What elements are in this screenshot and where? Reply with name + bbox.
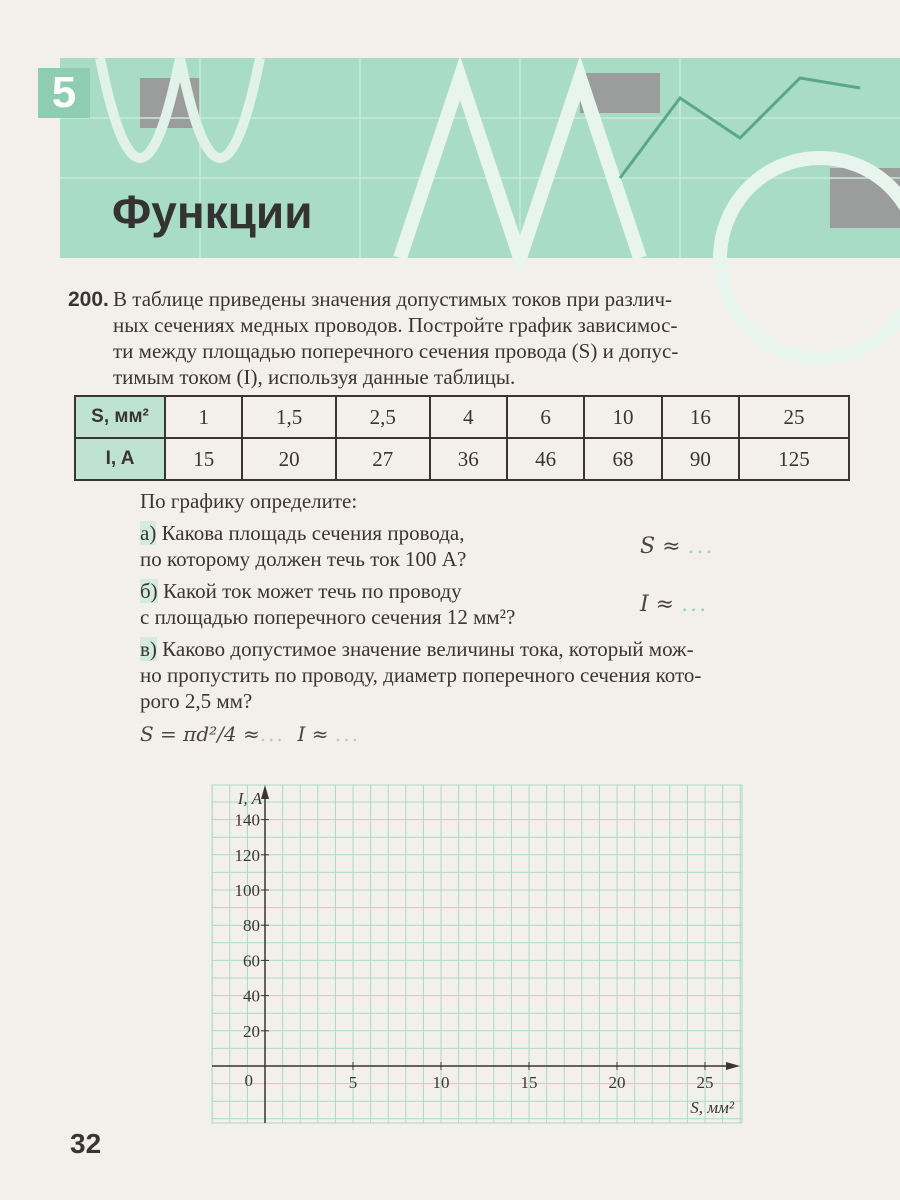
table-cell: 20 bbox=[242, 438, 336, 480]
table-cell: 27 bbox=[336, 438, 430, 480]
y-tick-label: 140 bbox=[234, 810, 260, 830]
row-header-i: I, A bbox=[75, 438, 165, 480]
x-tick-label: 20 bbox=[608, 1073, 626, 1092]
data-table bbox=[74, 395, 850, 481]
problem-number: 200. bbox=[68, 288, 109, 311]
table-cell: 1,5 bbox=[242, 396, 336, 438]
y-tick-label: 20 bbox=[243, 1021, 260, 1041]
questions-intro: По графику определите: bbox=[140, 489, 358, 513]
answer-b: I ≈ ... bbox=[640, 592, 709, 617]
question-c-line-3: рого 2,5 мм? bbox=[140, 689, 253, 713]
problem-line-4: тимым током (I), используя данные таблицы. bbox=[113, 365, 516, 389]
chapter-title: Функции bbox=[112, 186, 313, 238]
y-axis-label: I, A bbox=[237, 789, 262, 808]
table-cell: 1 bbox=[165, 396, 242, 438]
question-b-line-2: с площадью поперечного сечения 12 мм²? bbox=[140, 605, 516, 629]
x-tick-label: 5 bbox=[348, 1073, 358, 1092]
table-cell: 68 bbox=[584, 438, 661, 480]
row-header-s: S, мм² bbox=[75, 396, 165, 438]
table-row-i bbox=[75, 438, 849, 480]
y-tick-label: 60 bbox=[243, 951, 260, 971]
question-c-line-2: но пропустить по проводу, диаметр поперечного сечения кото- bbox=[140, 663, 702, 687]
table-cell: 25 bbox=[739, 396, 849, 438]
table-cell: 4 bbox=[430, 396, 507, 438]
chapter-number: 5 bbox=[38, 68, 90, 118]
y-tick-label: 80 bbox=[243, 916, 260, 936]
x-tick-label: 10 bbox=[432, 1073, 450, 1092]
table-cell: 90 bbox=[662, 438, 739, 480]
question-b-line-1: б) Какой ток может течь по проводу bbox=[140, 579, 462, 603]
origin-label: 0 bbox=[244, 1071, 253, 1090]
table-cell: 10 bbox=[584, 396, 661, 438]
table-cell: 16 bbox=[662, 396, 739, 438]
graph-paper-chart[interactable] bbox=[212, 785, 742, 1123]
table-cell: 6 bbox=[507, 396, 584, 438]
problem-line-1: В таблице приведены значения допустимых токов при различ- bbox=[113, 287, 673, 311]
problem-line-3: ти между площадью поперечного сечения провода (S) и допус- bbox=[113, 339, 679, 363]
x-tick-label: 15 bbox=[520, 1073, 538, 1092]
y-tick-label: 100 bbox=[234, 881, 260, 900]
question-a-line-1: а) Какова площадь сечения провода, bbox=[140, 521, 465, 545]
question-a-line-2: по которому должен течь ток 100 А? bbox=[140, 547, 467, 571]
answer-c-current-blank[interactable]: ... bbox=[334, 722, 360, 746]
question-c-line-1: в) Каково допустимое значение величины тока, который мож- bbox=[140, 637, 694, 661]
y-tick-label: 120 bbox=[234, 845, 260, 865]
x-tick-label: 25 bbox=[696, 1073, 714, 1092]
table-cell: 36 bbox=[430, 438, 507, 480]
y-tick-label: 40 bbox=[243, 986, 260, 1006]
table-cell: 2,5 bbox=[336, 396, 430, 438]
answer-a: S ≈ ... bbox=[640, 534, 715, 559]
table-cell: 46 bbox=[507, 438, 584, 480]
table-row-s bbox=[75, 396, 849, 438]
table-cell: 15 bbox=[165, 438, 242, 480]
table-cell: 125 bbox=[739, 438, 849, 480]
answer-c: S = πd²/4 ≈... I ≈ ... bbox=[140, 722, 360, 746]
answer-c-area-blank[interactable]: ... bbox=[259, 722, 285, 746]
page-number: 32 bbox=[70, 1128, 102, 1159]
grid-background bbox=[212, 785, 742, 1123]
answer-a-blank[interactable]: ... bbox=[687, 534, 715, 559]
answer-b-blank[interactable]: ... bbox=[681, 592, 709, 617]
area-formula: S = πd²/4 ≈ bbox=[140, 722, 260, 746]
problem-line-2: ных сечениях медных проводов. Постройте график зависимос- bbox=[113, 313, 678, 337]
x-axis-label: S, мм² bbox=[690, 1098, 734, 1117]
